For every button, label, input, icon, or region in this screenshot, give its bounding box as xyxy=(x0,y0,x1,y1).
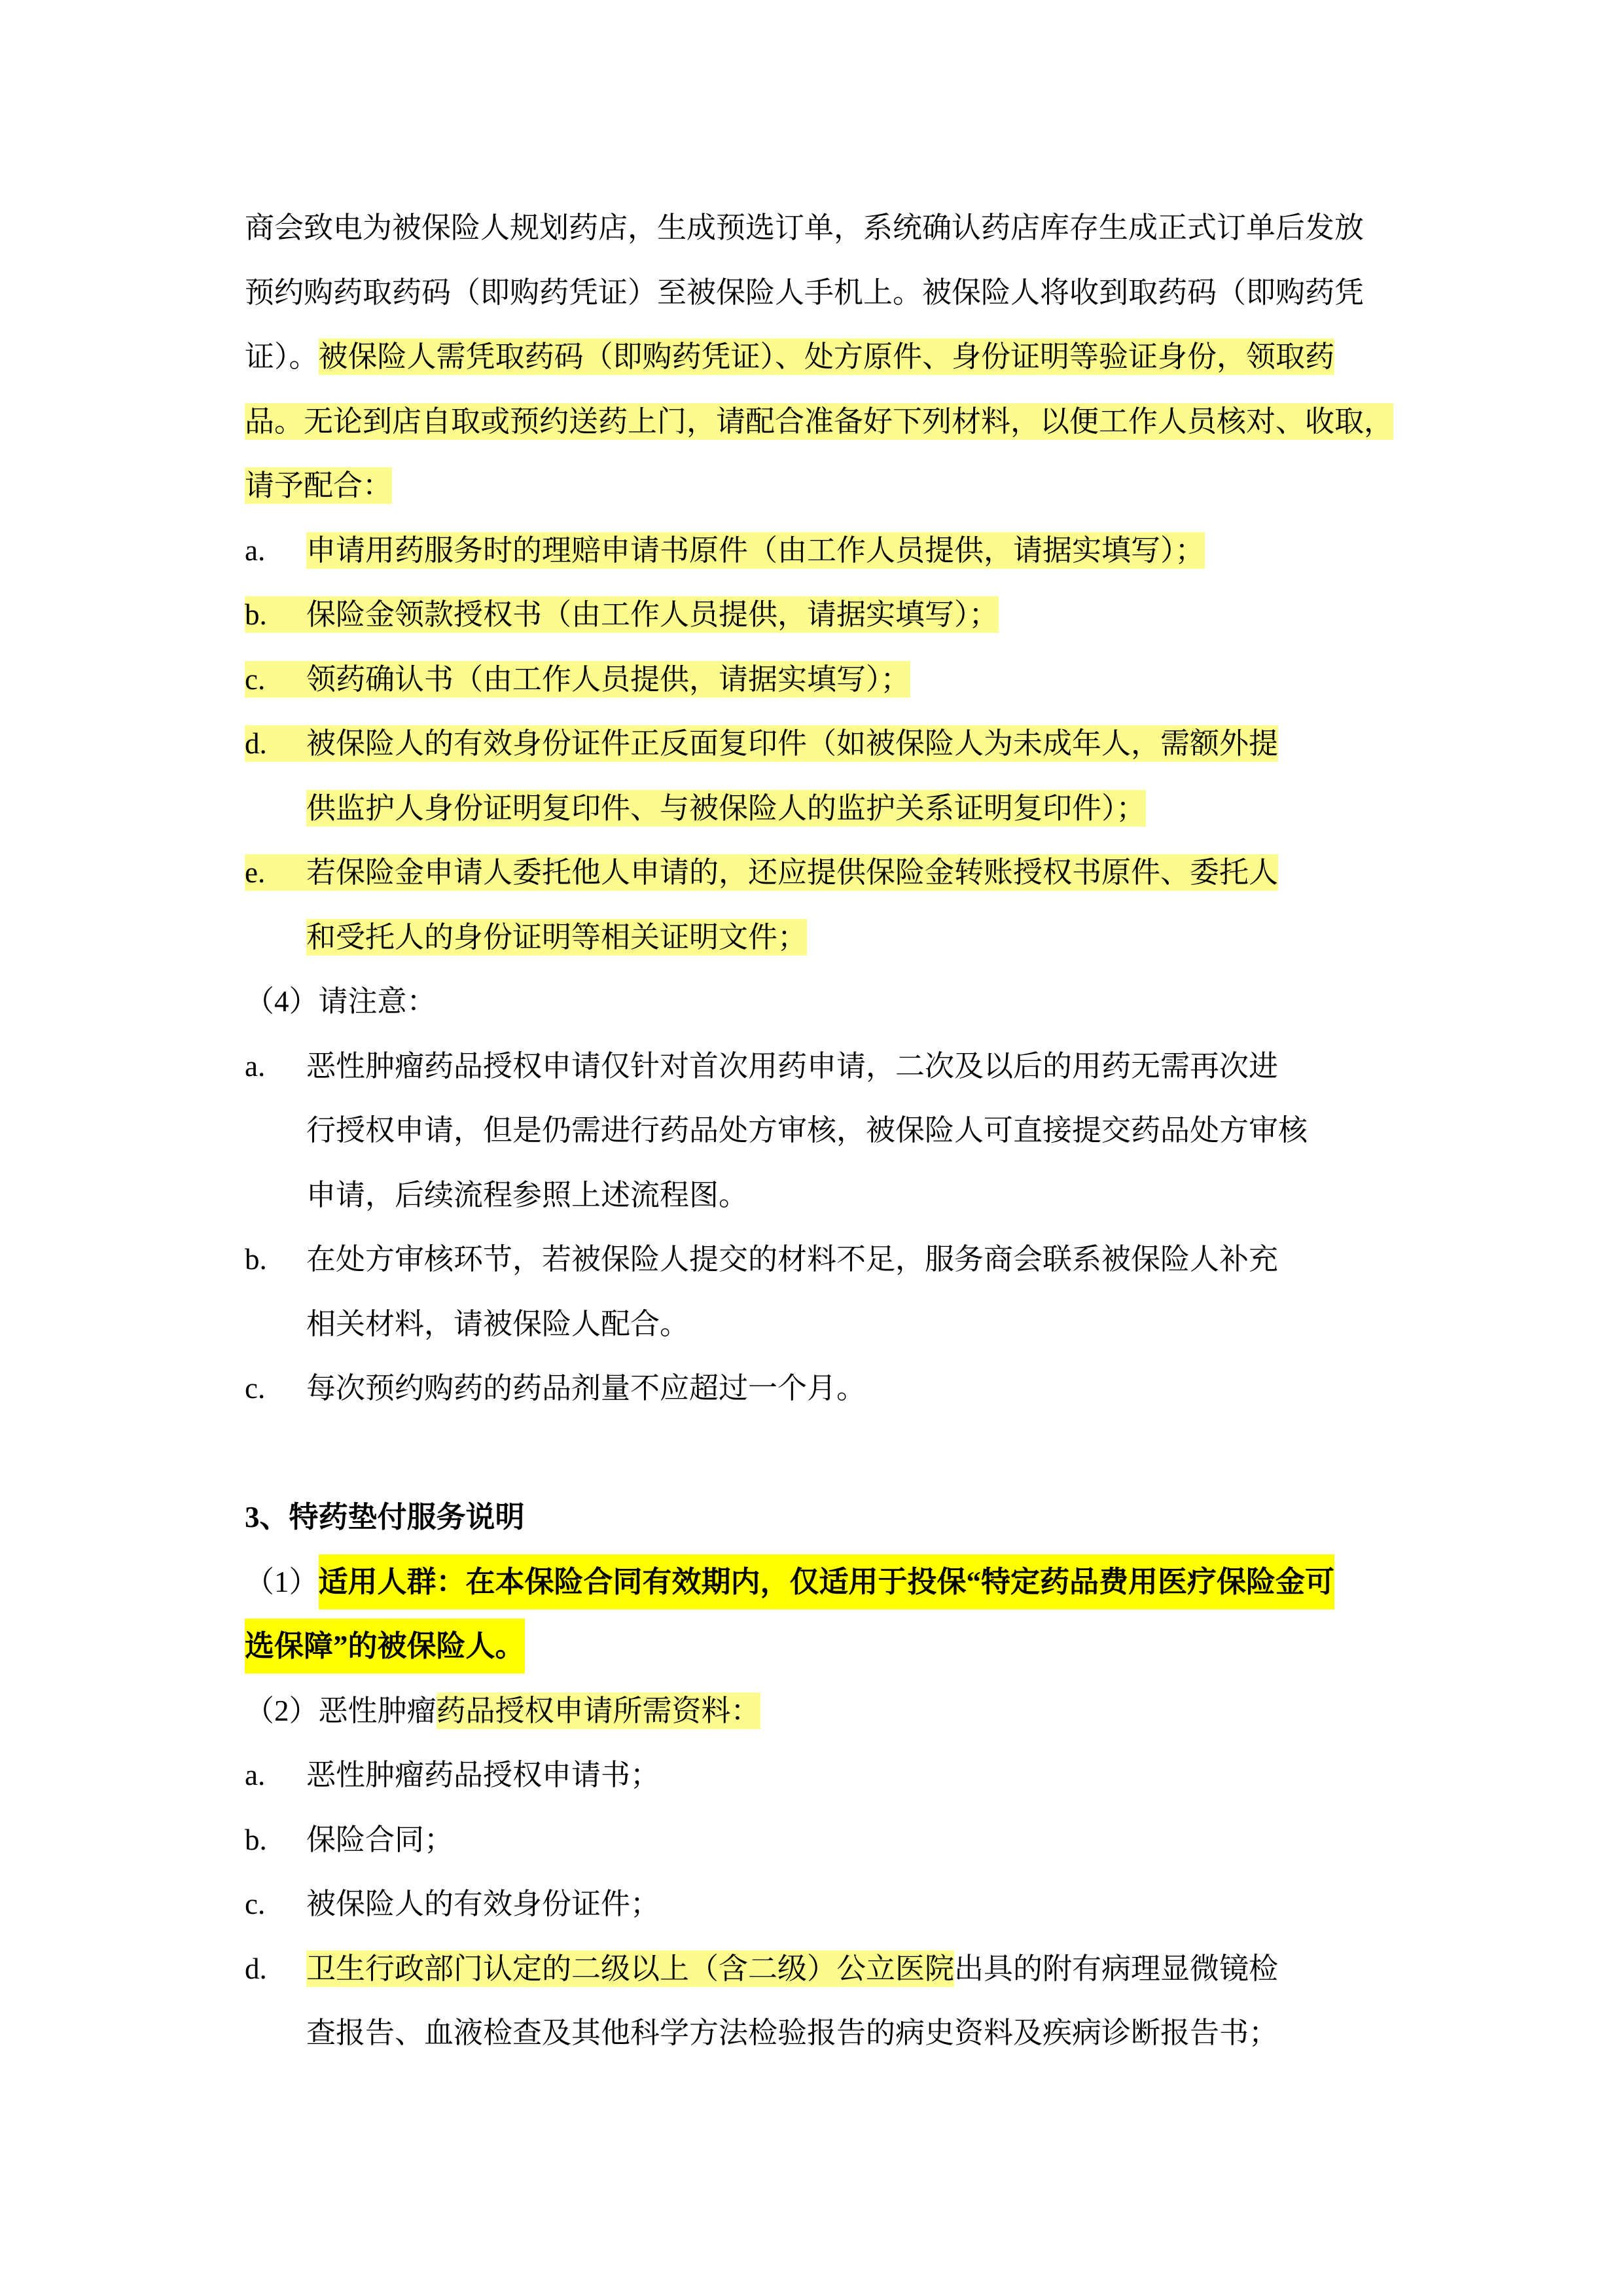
item-text: 被保险人的有效身份证件正反面复印件（如被保险人为未成年人，需额外提 xyxy=(306,727,1279,760)
list-item-d xyxy=(245,711,1374,776)
body-text: （4）请注意： xyxy=(245,985,437,1018)
body-text: （2）恶性肿瘤 xyxy=(245,1694,437,1727)
body-text: （1） xyxy=(245,1565,319,1598)
highlighted-text: 药品授权申请所需资料： xyxy=(437,1693,760,1729)
item-text: 行授权申请，但是仍需进行药品处方审核，被保险人可直接提交药品处方审核 xyxy=(306,1114,1308,1147)
list-item-a xyxy=(245,518,1374,583)
list-item-c xyxy=(245,647,1374,712)
list-item-e-continuation xyxy=(245,905,1374,970)
paragraph-line xyxy=(245,1614,1374,1679)
item-text: 查报告、血液检查及其他科学方法检验报告的病史资料及疾病诊断报告书； xyxy=(306,2017,1279,2049)
list-item-a xyxy=(245,1743,1374,1808)
list-marker: e. xyxy=(245,856,266,889)
list-marker: a. xyxy=(245,1759,266,1791)
item-text: 出具的附有病理显微镜检 xyxy=(954,1952,1279,1985)
highlighted-text: 品。无论到店自取或预约送药上门，请配合准备好下列材料，以便工作人员核对、收取， xyxy=(245,403,1393,440)
list-item-b xyxy=(245,583,1374,647)
list-item-b-continuation xyxy=(245,1292,1374,1357)
highlighted-text: 卫生行政部门认定的二级以上（含二级）公立医院 xyxy=(306,1950,954,1987)
item-text: 相关材料，请被保险人配合。 xyxy=(306,1307,690,1340)
blank-line xyxy=(245,1421,1374,1486)
highlighted-text xyxy=(245,725,1278,762)
highlighted-text: 和受托人的身份证明等相关证明文件； xyxy=(306,919,807,956)
list-marker: a. xyxy=(245,533,266,567)
paragraph-line xyxy=(245,325,1374,389)
list-marker: d. xyxy=(245,727,267,760)
item-text: 申请，后续流程参照上述流程图。 xyxy=(306,1178,749,1211)
paragraph-line xyxy=(245,1550,1374,1615)
list-marker: b. xyxy=(245,1243,267,1276)
list-marker: c. xyxy=(245,1888,266,1920)
paragraph-line xyxy=(245,969,1374,1034)
item-text: 恶性肿瘤药品授权申请书； xyxy=(306,1759,660,1791)
item-text: 被保险人的有效身份证件； xyxy=(306,1888,660,1920)
paragraph-line xyxy=(245,389,1394,454)
highlighted-text: 供监护人身份证明复印件、与被保险人的监护关系证明复印件）； xyxy=(306,790,1146,827)
list-item-c xyxy=(245,1872,1374,1937)
list-item-a-continuation xyxy=(245,1098,1374,1163)
list-marker: c. xyxy=(245,662,266,696)
highlighted-text xyxy=(245,854,1278,891)
heading-text: 3、特药垫付服务说明 xyxy=(245,1501,525,1534)
list-item-d xyxy=(245,1937,1374,2001)
list-marker: b. xyxy=(245,598,267,631)
list-item-c xyxy=(245,1356,1374,1421)
list-item-d-continuation xyxy=(245,2001,1374,2066)
item-text: 恶性肿瘤药品授权申请仅针对首次用药申请，二次及以后的用药无需再次进 xyxy=(306,1049,1279,1083)
paragraph-line xyxy=(245,196,1374,260)
item-text: 每次预约购药的药品剂量不应超过一个月。 xyxy=(306,1372,866,1405)
highlighted-text xyxy=(245,596,999,633)
highlighted-text: 请予配合： xyxy=(245,467,392,504)
body-text: 预约购药取药码（即购药凭证）至被保险人手机上。被保险人将收到取药码（即购药凭 xyxy=(245,276,1364,309)
highlighted-text: 申请用药服务时的理赔申请书原件（由工作人员提供，请据实填写）； xyxy=(306,532,1205,569)
list-marker: b. xyxy=(245,1823,267,1856)
highlighted-text xyxy=(245,661,910,698)
paragraph-line xyxy=(245,454,1374,518)
item-text: 保险金领款授权书（由工作人员提供，请据实填写）； xyxy=(306,598,999,631)
body-text: 证）。 xyxy=(245,340,319,373)
item-text: 领药确认书（由工作人员提供，请据实填写）； xyxy=(306,662,910,696)
list-item-e xyxy=(245,840,1374,905)
list-marker: a. xyxy=(245,1049,266,1083)
bright-highlighted-text: 选保障”的被保险人。 xyxy=(245,1619,525,1674)
paragraph-line xyxy=(245,260,1374,325)
list-marker: d. xyxy=(245,1952,267,1985)
item-text: 保险合同； xyxy=(306,1823,454,1856)
list-item-a xyxy=(245,1034,1374,1099)
section-heading xyxy=(245,1485,1374,1550)
list-item-d-continuation xyxy=(245,776,1374,841)
bright-highlighted-text: 适用人群：在本保险合同有效期内，仅适用于投保“特定药品费用医疗保险金可 xyxy=(319,1554,1335,1609)
list-item-b xyxy=(245,1808,1374,1873)
item-text: 在处方审核环节，若被保险人提交的材料不足，服务商会联系被保险人补充 xyxy=(306,1243,1279,1276)
item-text: 若保险金申请人委托他人申请的，还应提供保险金转账授权书原件、委托人 xyxy=(306,856,1279,889)
list-item-b xyxy=(245,1227,1374,1292)
list-item-a-continuation xyxy=(245,1163,1374,1228)
paragraph-line xyxy=(245,1679,1374,1744)
highlighted-text: 被保险人需凭取药码（即购药凭证）、处方原件、身份证明等验证身份，领取药 xyxy=(319,338,1335,375)
list-marker: c. xyxy=(245,1372,266,1405)
body-text: 商会致电为被保险人规划药店，生成预选订单，系统确认药店库存生成正式订单后发放 xyxy=(245,211,1364,244)
